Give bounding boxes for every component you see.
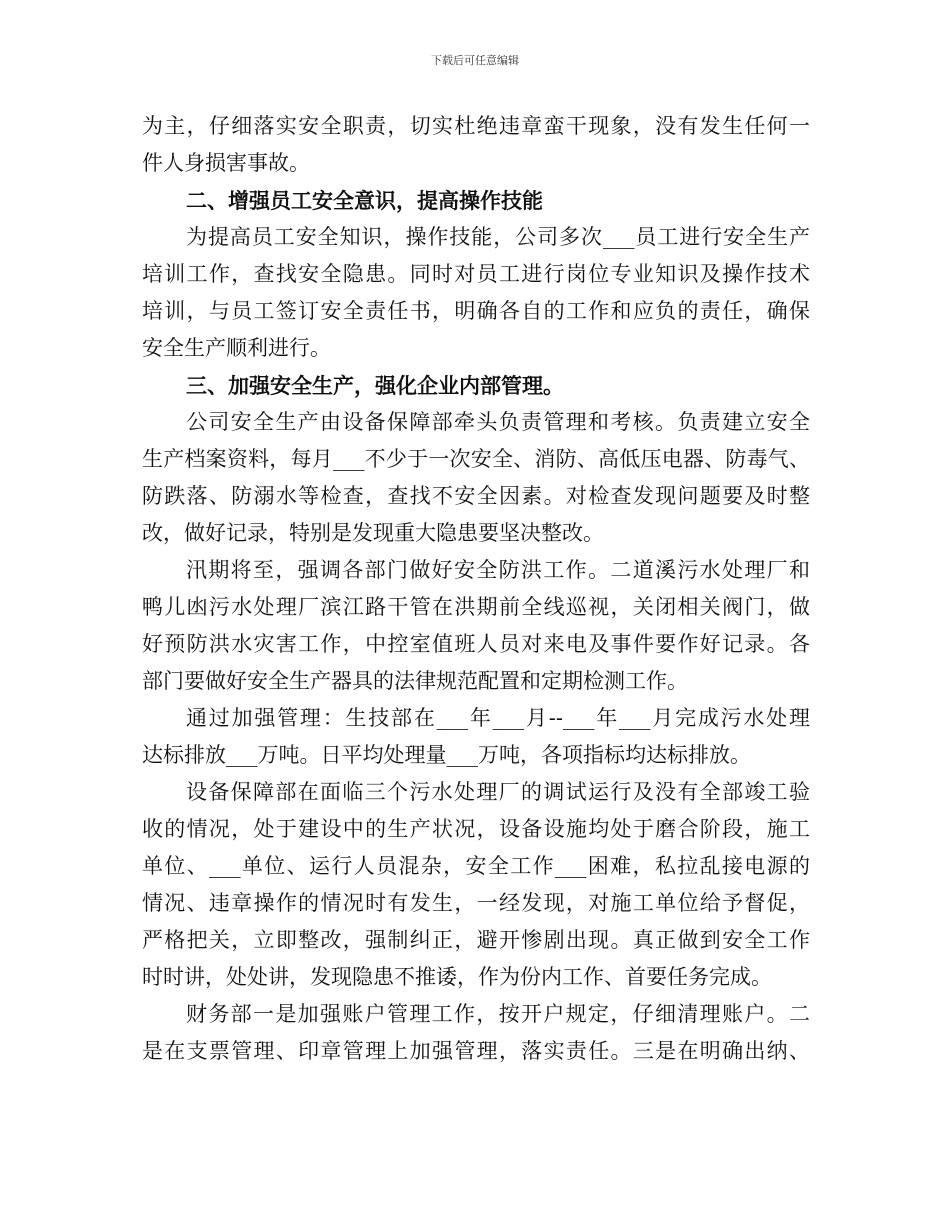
text-line: 通过加强管理：生技部在___年___月--___年___月完成污水处理 [186,706,810,730]
text-line: 达标排放___万吨。日平均处理量___万吨，各项指标均达标排放。 [142,743,751,767]
section-heading: 二、增强员工安全意识，提高操作技能 [186,188,543,213]
text-line: 安全生产顺利进行。 [142,336,331,360]
section-heading: 三、加强安全生产，强化企业内部管理。 [186,373,564,398]
text-line: 部门要做好安全生产器具的法律规范配置和定期检测工作。 [142,669,688,693]
text-line: 生产档案资料，每月___不少于一次安全、消防、高低压电器、防毒气、 [142,447,810,471]
text-line: 件人身损害事故。 [142,151,310,175]
text-line: 为提高员工安全知识，操作技能，公司多次___员工进行安全生产 [186,225,810,249]
text-line: 设备保障部在面临三个污水处理厂的调试运行及没有全部竣工验 [186,780,810,804]
text-line: 鸭儿凼污水处理厂滨江路干管在洪期前全线巡视，关闭相关阀门，做 [142,595,810,619]
text-line: 汛期将至，强调各部门做好安全防洪工作。二道溪污水处理厂和 [186,558,810,582]
text-line: 防跌落、防溺水等检查，查找不安全因素。对检查发现问题要及时整 [142,484,810,508]
text-line: 情况、违章操作的情况时有发生，一经发现，对施工单位给予督促， [142,891,810,915]
text-line: 为主，仔细落实安全职责，切实杜绝违章蛮干现象，没有发生任何一 [142,114,810,138]
text-line: 是在支票管理、印章管理上加强管理，落实责任。三是在明确出纳、 [142,1039,810,1063]
text-line: 培训工作，查找安全隐患。同时对员工进行岗位专业知识及操作技术 [142,262,810,286]
text-line: 单位、___单位、运行人员混杂，安全工作___困难，私拉乱接电源的 [142,854,810,878]
text-line: 改，做好记录，特别是发现重大隐患要坚决整改。 [142,521,604,545]
page-header: 下载后可任意编辑 [431,54,519,67]
text-line: 收的情况，处于建设中的生产状况，设备设施均处于磨合阶段，施工 [142,817,810,841]
text-line: 培训，与员工签订安全责任书，明确各自的工作和应负的责任，确保 [142,299,810,323]
document-body [142,108,810,1070]
text-line: 公司安全生产由设备保障部牵头负责管理和考核。负责建立安全 [186,410,810,434]
text-line: 时时讲，处处讲，发现隐患不推诿，作为份内工作、首要任务完成。 [142,965,772,989]
text-line: 严格把关，立即整改，强制纠正，避开惨剧出现。真正做到安全工作 [142,928,810,952]
text-line: 好预防洪水灾害工作，中控室值班人员对来电及事件要作好记录。各 [142,632,810,656]
text-line: 财务部一是加强账户管理工作，按开户规定，仔细清理账户。二 [186,1002,810,1026]
